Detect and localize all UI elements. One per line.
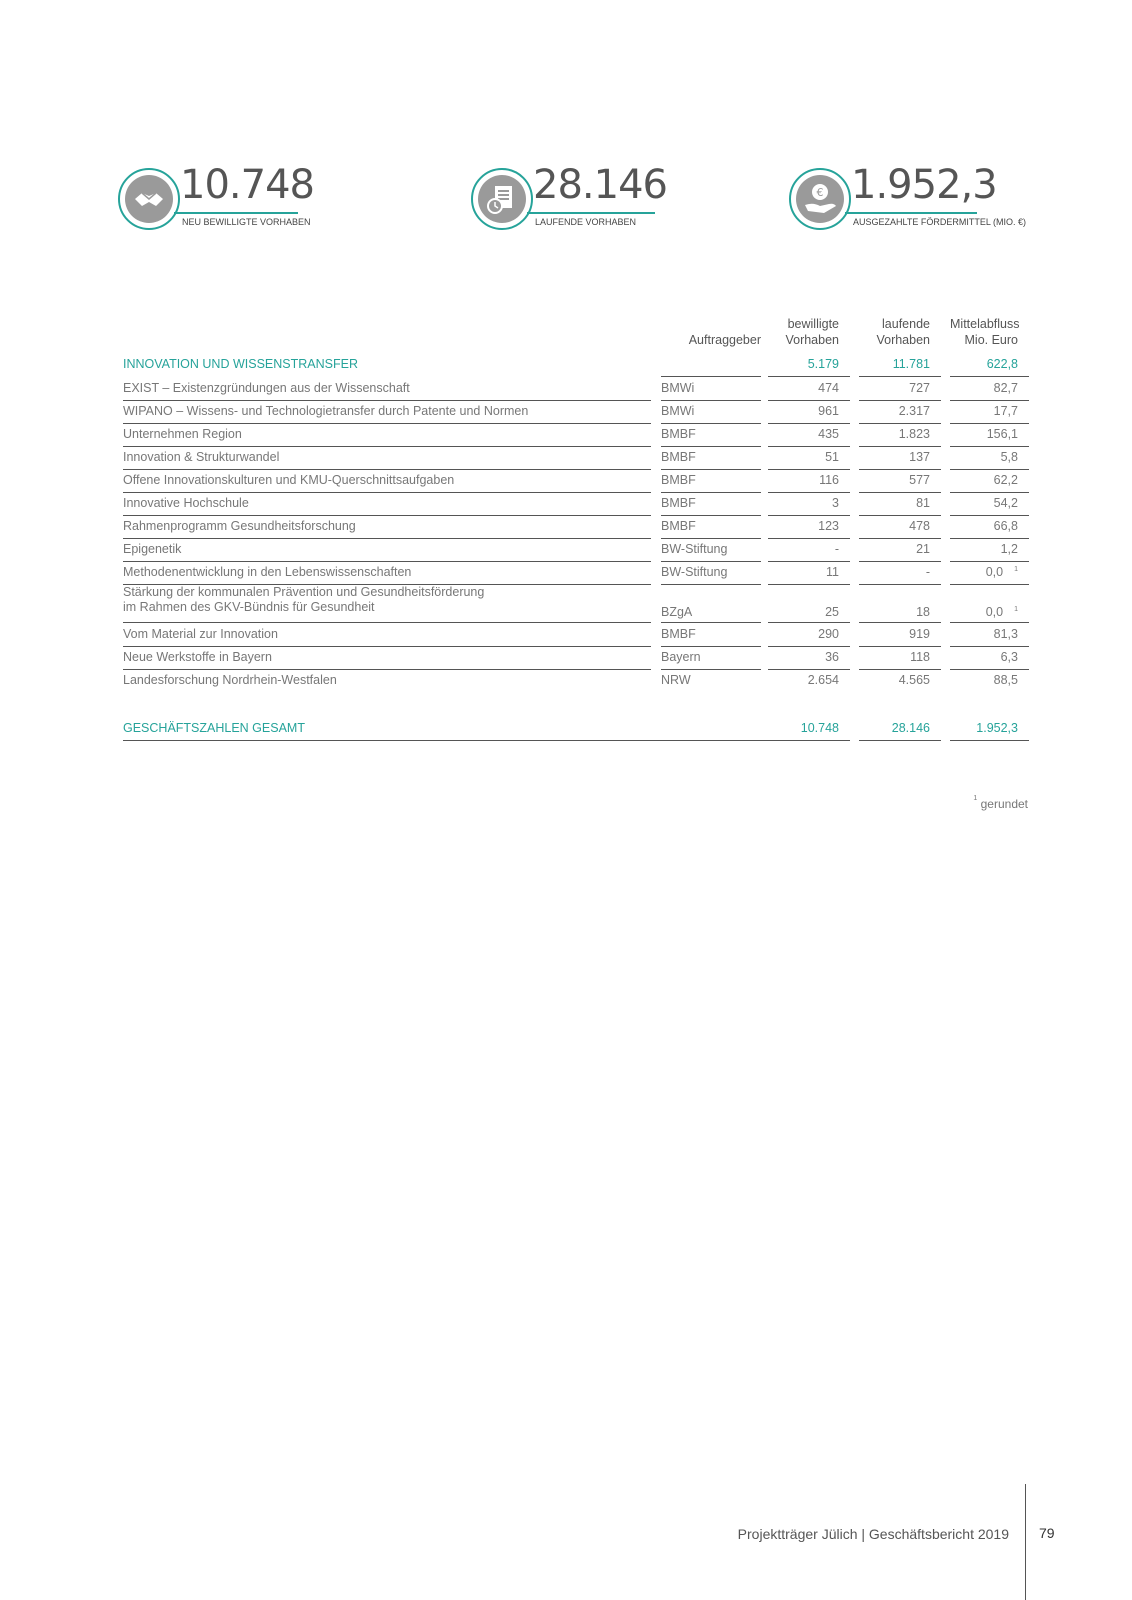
kpi-new-projects bbox=[118, 162, 358, 234]
table-row: WIPANO – Wissens- und Technologietransfer durch Patente und Normen BMWi 961 2.317 17,7 bbox=[123, 401, 1029, 424]
table-row: Stärkung der kommunalen Prävention und Gesundheitsförderung im Rahmen des GKV-Bündnis für Gesundheit BZgA 25 18 0,0 $^1$ bbox=[123, 585, 1029, 623]
section-mittel: 622,8 bbox=[986, 357, 1018, 371]
handshake-icon bbox=[118, 168, 180, 230]
table-row: EXIST – Existenzgründungen aus der Wissenschaft BMWi 474 727 82,7 bbox=[123, 378, 1029, 401]
table-row: Landesforschung Nordrhein-Westfalen NRW 2.654 4.565 88,5 bbox=[123, 673, 1018, 687]
total-bewilligte: 10.748 bbox=[800, 721, 839, 735]
kpi-value: 1.952,3 bbox=[851, 162, 997, 208]
footnote: $^1$ gerundet bbox=[973, 795, 1028, 811]
table-row: Vom Material zur Innovation BMBF 290 919 81,3 bbox=[123, 624, 1029, 647]
table-row: Unternehmen Region BMBF 435 1.823 156,1 bbox=[123, 424, 1029, 447]
document-clock-icon bbox=[471, 168, 533, 230]
kpi-label: LAUFENDE VORHABEN bbox=[535, 217, 637, 227]
table-row: Innovation & Strukturwandel BMBF 51 137 5,8 bbox=[123, 447, 1029, 470]
total-row bbox=[123, 718, 1029, 741]
euro-hand-icon bbox=[789, 168, 851, 230]
total-laufende: 28.146 bbox=[891, 721, 930, 735]
section-laufende: 11.781 bbox=[892, 357, 930, 371]
kpi-paid-funds bbox=[789, 162, 1029, 234]
table-row: Innovative Hochschule BMBF 3 81 54,2 bbox=[123, 493, 1029, 516]
kpi-value: 10.748 bbox=[180, 162, 314, 208]
kpi-running-projects bbox=[471, 162, 711, 234]
page-number: 79 bbox=[1039, 1525, 1055, 1541]
table-row: Offene Innovationskulturen und KMU-Querschnittsaufgaben BMBF 116 577 62,2 bbox=[123, 470, 1029, 493]
kpi-label: AUSGEZAHLTE FÖRDERMITTEL (MIO. €) bbox=[853, 217, 1027, 227]
table-row: Rahmenprogramm Gesundheitsforschung BMBF 123 478 66,8 bbox=[123, 516, 1029, 539]
table-row: Neue Werkstoffe in Bayern Bayern 36 118 6,3 bbox=[123, 647, 1029, 670]
total-mittel: 1.952,3 bbox=[976, 721, 1018, 735]
section-name: INNOVATION UND WISSENSTRANSFER bbox=[123, 357, 358, 371]
section-row bbox=[123, 354, 1029, 377]
header-bewilligte: bewilligte Vorhaben bbox=[785, 317, 839, 347]
header-mittelabfluss: Mittelabfluss Mio. Euro bbox=[950, 317, 1020, 347]
footer-publication: Projektträger Jülich | Geschäftsbericht 2019 bbox=[737, 1526, 1009, 1542]
header-auftraggeber: Auftraggeber bbox=[688, 333, 761, 347]
table-row: Methodenentwicklung in den Lebenswissenschaften BW-Stiftung 11 - 0,0 $^1$ bbox=[123, 562, 1029, 585]
kpi-value: 28.146 bbox=[533, 162, 667, 208]
header-laufende: laufende Vorhaben bbox=[876, 317, 930, 347]
svg-text:€: € bbox=[816, 186, 824, 199]
table-row: Epigenetik BW-Stiftung - 21 1,2 bbox=[123, 539, 1029, 562]
kpi-label: NEU BEWILLIGTE VORHABEN bbox=[182, 217, 311, 227]
section-bewilligte: 5.179 bbox=[807, 357, 839, 371]
total-name: GESCHÄFTSZAHLEN GESAMT bbox=[123, 718, 769, 741]
footer-divider bbox=[1025, 1484, 1026, 1600]
